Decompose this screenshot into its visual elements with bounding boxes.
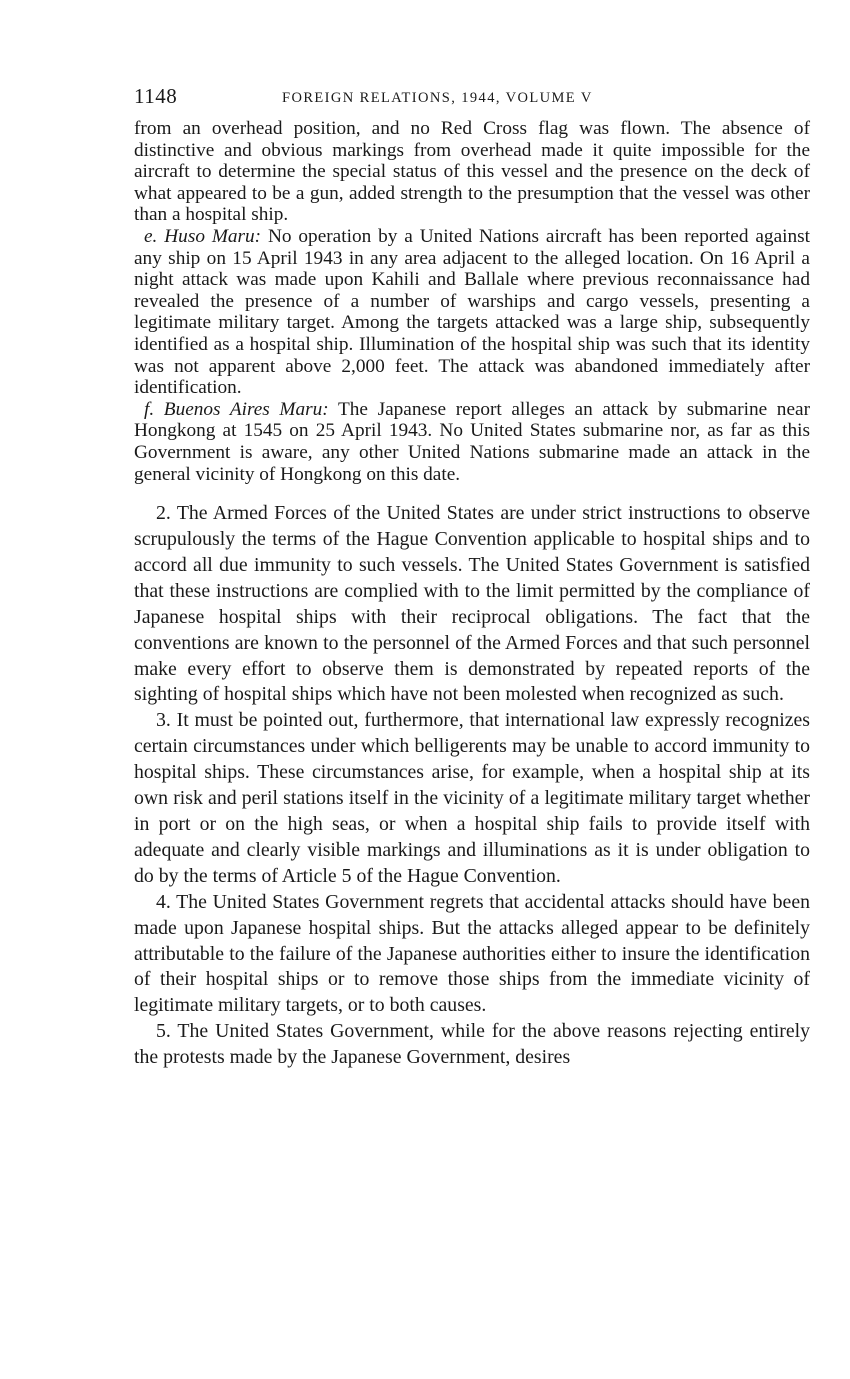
document-page	[134, 84, 810, 1071]
paragraph-5: 5. The United States Government, while for the above reasons rejecting entirely the protests made by the Japanese Government, desires	[134, 1020, 810, 1069]
header-title: FOREIGN RELATIONS, 1944, VOLUME V	[282, 90, 593, 106]
paragraph-4: 4. The United States Government regrets that accidental attacks should have been made upon Japanese hospital ships. But the attacks alleged appear to be definitely attributable to the failure of the Japanese authorities either to insure the identification of their hospital ships or to remove those ships from the immediate vicinity of legitimate military targets, or to both causes.	[134, 890, 810, 1017]
running-header	[134, 84, 810, 118]
paragraph-item-f	[134, 399, 810, 485]
paragraph-2: 2. The Armed Forces of the United States are under strict instructions to observe scrupulously the terms of the Hague Convention applicable to hospital ships and to accord all due immunity to such vessels. The United States Government is satisfied that these instructions are complied with to the limit permitted by the compliance of Japanese hospital ships with their reciprocal obligations. The fact that the conventions are known to the personnel of the Armed Forces and that such personnel make every effort to observe them is demonstrated by repeated reports of the sighting of hospital ships which have not been molested when recognized as such.	[134, 502, 810, 706]
item-f-label: f. Buenos Aires Maru:	[144, 398, 329, 420]
paragraph-continued: from an overhead position, and no Red Cross flag was flown. The absence of distinctive and obvious markings from overhead made it quite impossible for the aircraft to determine the special status of this vessel and the presence on the deck of what appeared to be a gun, added strength to the presumption that the vessel was other than a hospital ship.	[134, 118, 810, 226]
small-type-block	[134, 118, 810, 485]
paragraph-3: 3. It must be pointed out, furthermore, that international law expressly recognizes certain circumstances under which belligerents may be unable to accord immunity to hospital ships. These circumstances arise, for example, when a hospital ship at its own risk and peril stations itself in the vicinity of a legitimate military target whether in port or on the high seas, or when a hospital ship fails to provide itself with adequate and clearly visible markings and illuminations as it is under obligation to do by the terms of Article 5 of the Hague Convention.	[134, 709, 810, 887]
large-type-block	[134, 501, 810, 1071]
item-e-text: No operation by a United Nations aircraft has been reported against any ship on 15 April 1943 in any area adjacent to the alleged location. On 16 April a night attack was made upon Kahili and Ballale where previous reconnaissance had revealed the presence of a number of warships and cargo vessels, presenting a legitimate military target. Among the targets attacked was a large ship, subsequently identified as a hospital ship. Illumination of the hospital ship was such that its identity was not apparent above 2,000 feet. The attack was abandoned immediately after identification.	[134, 225, 810, 399]
item-f-text: The Japanese report alleges an attack by submarine near Hongkong at 1545 on 25 April 1943. No United States submarine nor, as far as this Government is aware, any other United Nations submarine made an attack in the general vicinity of Hongkong on this date.	[134, 398, 810, 485]
page-number: 1148	[134, 84, 178, 108]
item-e-label: e. Huso Maru:	[144, 225, 262, 247]
paragraph-item-e	[134, 226, 810, 399]
